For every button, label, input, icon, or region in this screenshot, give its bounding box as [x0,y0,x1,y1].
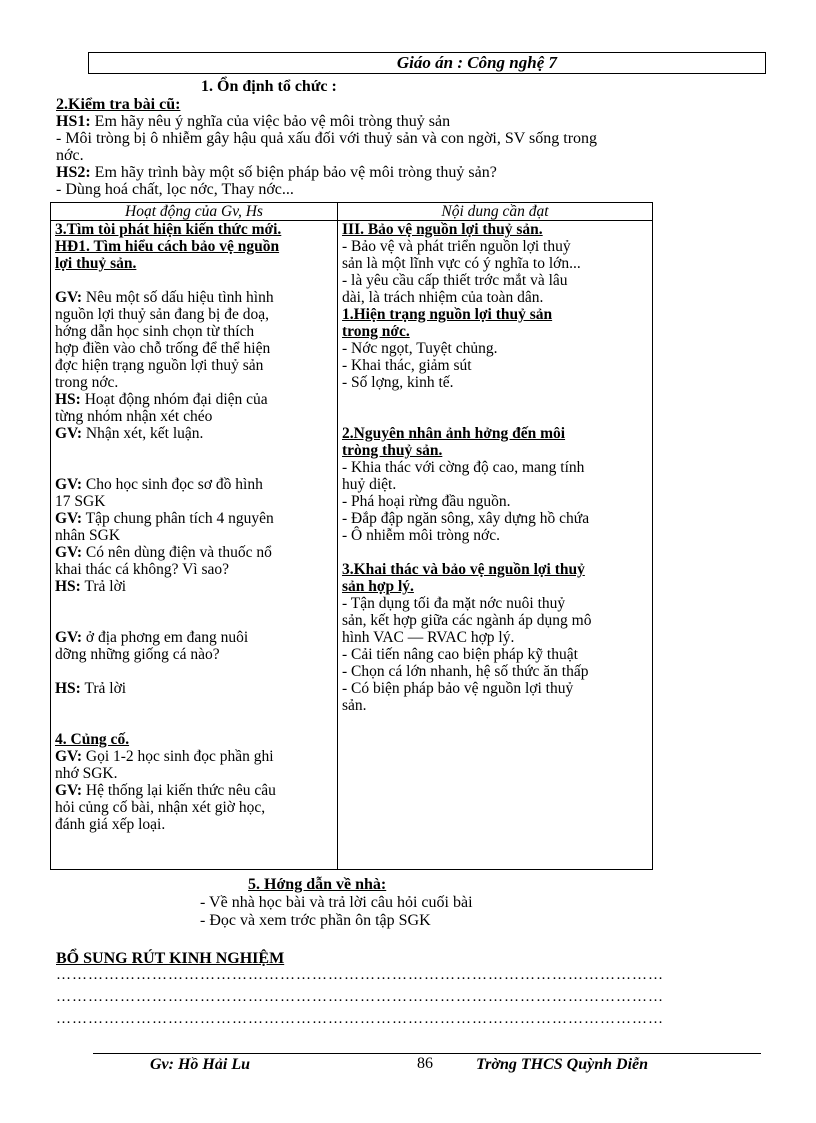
activity-line: nhân SGK [55,527,121,544]
content-heading: 1.Hiện trạng nguồn lợi thuỷ sản [342,306,553,323]
gv-label: GV: [55,629,82,646]
activities-cell [51,221,338,870]
activity-line: đánh giá xếp loại. [55,816,166,833]
content-line: dài, là trách nhiệm của toàn dân. [342,289,544,306]
activity-line: đợc hiện trạng nguồn lợi thuỷ sản [55,357,264,374]
content-line: - Ô nhiễm môi tròng nớc. [342,527,501,544]
activity-line: hợp điền vào chỗ trống để thể hiện [55,340,271,357]
footer-school: Trờng THCS Quỳnh Diễn [476,1056,649,1073]
activity-line: hớng dẫn học sinh chọn từ thích [55,323,255,340]
section-2-title: 2.Kiểm tra bài cũ: [56,96,181,113]
gv-label: GV: [55,425,82,442]
content-heading: trong nớc. [342,323,410,340]
hs1-answer-line: - Môi tròng bị ô nhiễm gây hậu quả xấu đối với thuỷ sản và con ngời, SV sống trong [56,130,598,147]
activity-line: Gọi 1-2 học sinh đọc phần ghi [82,748,274,765]
table-header-activities: Hoạt động của Gv, Hs [51,203,338,221]
content-line: - Phá hoại rừng đầu nguồn. [342,493,511,510]
content-heading: tròng thuỷ sản. [342,442,443,459]
activity-line: Hệ thống lại kiến thức nêu câu [82,782,276,799]
content-line: - Cải tiến nâng cao biện pháp kỹ thuật [342,646,578,663]
activity-line: từng nhóm nhận xét chéo [55,408,213,425]
content-line: - Bảo vệ và phát triển nguồn lợi thuỷ [342,238,571,255]
gv-label: GV: [55,289,82,306]
homework-item: - Đọc và xem trớc phần ôn tập SGK [200,912,431,929]
activity-line: lợi thuỷ sản. [55,255,137,272]
activity-line: dỡng những giống cá nào? [55,646,220,663]
content-line: hình VAC — RVAC hợp lý. [342,629,515,646]
content-line: huỷ diệt. [342,476,397,493]
hs-label: HS: [55,578,81,595]
content-line: - Tận dụng tối đa mặt nớc nuôi thuỷ [342,595,566,612]
section-2 [56,96,597,198]
content-heading: 2.Nguyên nhân ảnh hởng đến môi [342,425,566,442]
activity-line: nguồn lợi thuỷ sản đang bị đe doạ, [55,306,269,323]
content-line: sản là một lĩnh vực có ý nghĩa to lớn... [342,255,581,272]
activity-line: 3.Tìm tòi phát hiện kiến thức mới. [55,221,282,238]
hs1-question: Em hãy nêu ý nghĩa của việc bảo vệ môi tròng thuỷ sản [90,113,451,130]
page-number: 86 [417,1055,433,1072]
supplement-dotted-line: …………………………………………………………………………………………………… [56,989,664,1005]
activity-line: Nhận xét, kết luận. [82,425,204,442]
supplement-dotted-line: …………………………………………………………………………………………………… [56,1011,664,1027]
footer-teacher: Gv: Hồ Hải Lu [150,1056,250,1073]
section-4-title: 4. Củng cố. [55,731,130,748]
hs1-label: HS1: [56,113,91,130]
supplement-dotted-line: …………………………………………………………………………………………………… [56,967,664,983]
content-line: - Số lợng, kinh tế. [342,374,454,391]
content-line: sản. [342,697,367,714]
gv-label: GV: [55,782,82,799]
content-cell [338,221,653,870]
activity-line: Nêu một số dấu hiệu tình hình [82,289,274,306]
activity-line: khai thác cá không? Vì sao? [55,561,230,578]
content-line: sản, kết hợp giữa các ngành áp dụng mô [342,612,592,629]
table-header-content: Nội dung cần đạt [338,203,653,221]
footer-rule [93,1053,761,1054]
hs1-answer-line: nớc. [56,147,84,164]
section-1-title: 1. Ổn định tổ chức : [201,78,337,95]
content-line: - Chọn cá lớn nhanh, hệ số thức ăn thấp [342,663,589,680]
content-heading: sản hợp lý. [342,578,414,595]
hs-label: HS: [55,391,81,408]
activity-line: hỏi củng cố bài, nhận xét giờ học, [55,799,266,816]
section-5-title: 5. Hớng dẫn về nhà: [248,876,387,893]
content-line: - Khia thác với cờng độ cao, mang tính [342,459,585,476]
page-title: Giáo án : Công nghệ 7 [396,53,557,72]
lesson-table [50,202,653,870]
supplement-title: BỔ SUNG RÚT KINH NGHIỆM [56,950,285,967]
activity-line: Trả lời [80,680,127,697]
activity-line: Cho học sinh đọc sơ đồ hình [82,476,263,493]
activity-line: nhớ SGK. [55,765,118,782]
content-line: - Có biện pháp bảo vệ nguồn lợi thuỷ [342,680,574,697]
hs2-answer-line: - Dùng hoá chất, lọc nớc, Thay nớc... [56,181,294,198]
activity-line: HĐ1. Tìm hiểu cách bảo vệ nguồn [55,238,280,255]
gv-label: GV: [55,476,82,493]
homework-item: - Về nhà học bài và trả lời câu hỏi cuối bài [200,894,473,911]
gv-label: GV: [55,510,82,527]
activity-line: trong nớc. [55,374,119,391]
content-line: - Nớc ngọt, Tuyệt chủng. [342,340,498,357]
activity-line: Tập chung phân tích 4 nguyên [82,510,274,527]
content-heading: 3.Khai thác và bảo vệ nguồn lợi thuỷ [342,561,585,578]
activity-line: Trả lời [80,578,127,595]
content-line: - là yêu cầu cấp thiết trớc mắt và lâu [342,272,568,289]
activity-line: Hoạt động nhóm đại diện của [80,391,268,408]
gv-label: GV: [55,748,82,765]
content-line: - Khai thác, giảm sút [342,357,472,374]
activity-line: Có nên dùng điện và thuốc nổ [82,544,272,561]
content-heading: III. Bảo vệ nguồn lợi thuỷ sản. [342,221,543,238]
activity-line: ở địa phơng em đang nuôi [82,629,249,646]
gv-label: GV: [55,544,82,561]
content-line: - Đắp đập ngăn sông, xây dựng hồ chứa [342,510,590,527]
hs2-question: Em hãy trình bày một số biện pháp bảo vệ môi tròng thuỷ sản? [90,164,497,181]
header-box [88,52,766,74]
activity-line: 17 SGK [55,493,106,510]
hs-label: HS: [55,680,81,697]
hs2-label: HS2: [56,164,91,181]
